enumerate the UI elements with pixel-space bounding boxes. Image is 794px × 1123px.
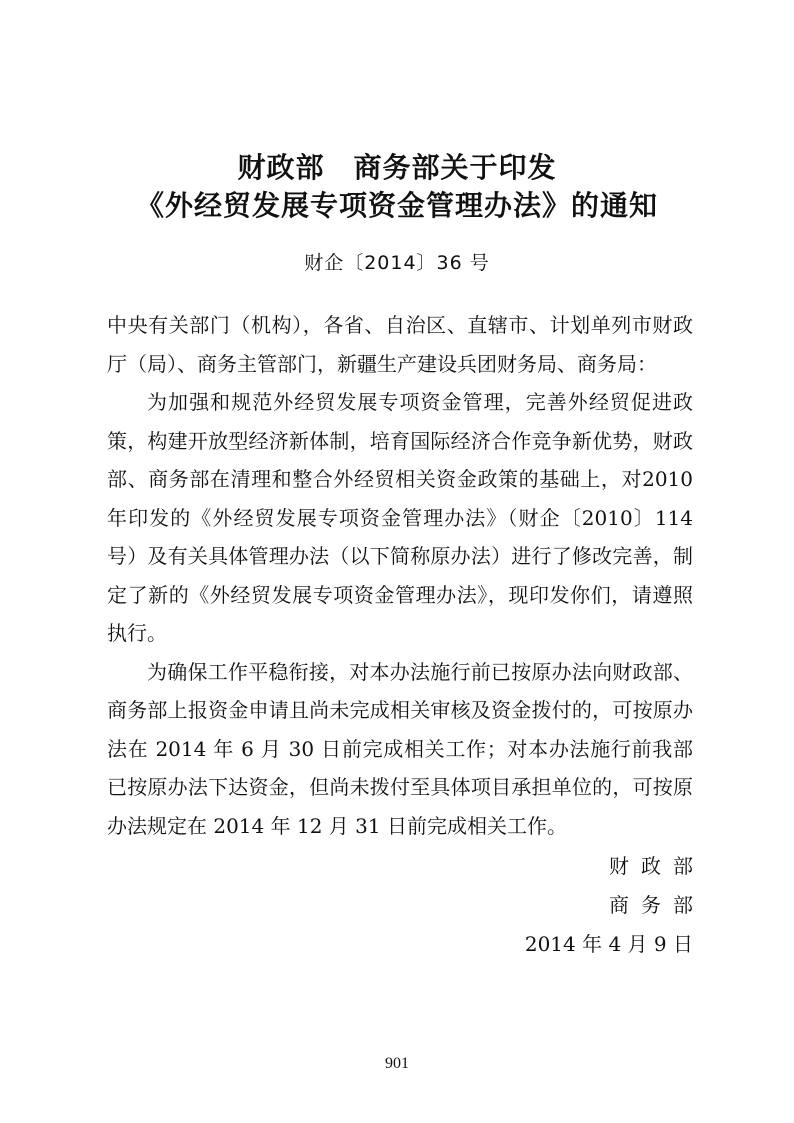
document-title-line-2: 《外经贸发展专项资金管理办法》的通知 — [135, 189, 658, 222]
body-paragraph-2: 为确保工作平稳衔接，对本办法施行前已按原办法向财政部、商务部上报资金申请且尚未完成相关审核及资金拨付的，可按原办法在 2014 年 6 月 30 日前完成相关工作；对本办法施行前我部已按原办法下达资金，但尚未拨付至具体项目承担单位的，可按原办法规定在 2014 年 12 月 31 日前完成相关工作。 — [107, 659, 693, 838]
document-title-line-1: 财政部 商务部关于印发 — [237, 151, 557, 184]
addressee: 中央有关部门（机构），各省、自治区、直辖市、计划单列市财政厅（局）、商务主管部门，新疆生产建设兵团财务局、商务局： — [107, 313, 693, 376]
issuer-ministry-of-finance: 财政部 — [609, 854, 705, 878]
issuer-ministry-of-commerce: 商务部 — [609, 893, 705, 917]
page-number: 901 — [385, 1055, 409, 1072]
body-paragraph-1: 为加强和规范外经贸发展专项资金管理，完善外经贸促进政策，构建开放型经济新体制，培育国际经济合作竞争新优势，财政部、商务部在清理和整合外经贸相关资金政策的基础上，对2010 年印发的《外经贸发展专项资金管理办法》（财企〔2010〕114 号）及有关具体管理办法（以下简称原办法）进行了修改完善，制定了新的《外经贸发展专项资金管理办法》，现印发你们，请遵照执行。 — [107, 390, 693, 645]
issue-date: 2014 年 4 月 9 日 — [524, 932, 693, 956]
document-body — [107, 306, 693, 845]
document-number: 财企〔2014〕36 号 — [304, 252, 490, 274]
